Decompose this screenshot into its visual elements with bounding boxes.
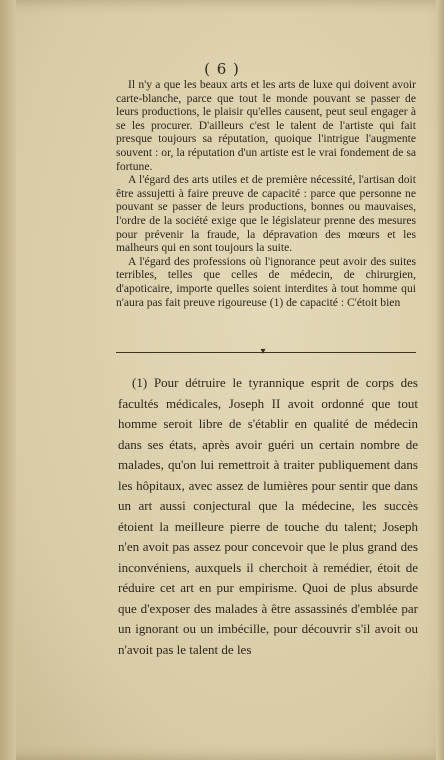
page-gutter [0,0,16,760]
separator-ornament-icon: ▾ [260,346,266,357]
main-text [116,78,416,309]
page-number: ( 6 ) [204,60,240,78]
footnote [118,373,418,660]
paragraph-3: A l'égard des professions où l'ignorance peut avoir des suites terribles, telles que celles de médecin, de chirurgien, d'apoticaire, importe quelles soient interdites à tout homme qui n'aura pas fait preuve rigoureuse (1) de capacité : C'étoit bien [116,254,416,309]
footnote-text: (1) Pour détruire le tyrannique esprit de corps des facultés médicales, Joseph II avoit ordonné que tout homme seroit libre de s'établir en qualité de médecin dans ses états, après avoir guéri un certain nombre de malades, qu'on lui remettroit à traiter publiquement dans les hôpitaux, avec assez de lumières pour sentir que dans un art aussi conjectural que la médecine, les succès étoient la meilleure pierre de touche du talent; Joseph n'en avoit pas assez pour concevoir que le plus grand des inconvéniens, auxquels il cherchoit à remédier, étoit de réduire cet art en pur empirisme. Quoi de plus absurde que d'exposer des malades à être assassinés d'emblée par un ignorant ou un imbécille, pour découvrir s'il avoit ou n'avoit pas le talent de les [118,375,418,657]
page-edge [436,0,444,760]
paragraph-2: A l'égard des arts utiles et de première nécessité, l'artisan doit être assujetti à faire preuve de capacité : parce que personne ne pouvant se passer de leurs productions, bonnes ou mauvaises, l'ordre de la société exige que le législateur prenne des mesures pour prévenir la fraude, la dépravation des mœurs et les malheurs qui en sont toujours la suite. [116,173,416,255]
paragraph-1: Il n'y a que les beaux arts et les arts de luxe qui doivent avoir carte-blanche, parce que tout le monde pouvant se passer de leurs productions, le plaisir qu'elles causent, peut seul engager à se les procurer. D'ailleurs c'est le talent de l'artiste qui fait presque toujours sa réputation, quoique l'intrigue l'augmente souvent : or, la réputation d'un artiste est le vrai fondement de sa fortune. [116,78,416,173]
